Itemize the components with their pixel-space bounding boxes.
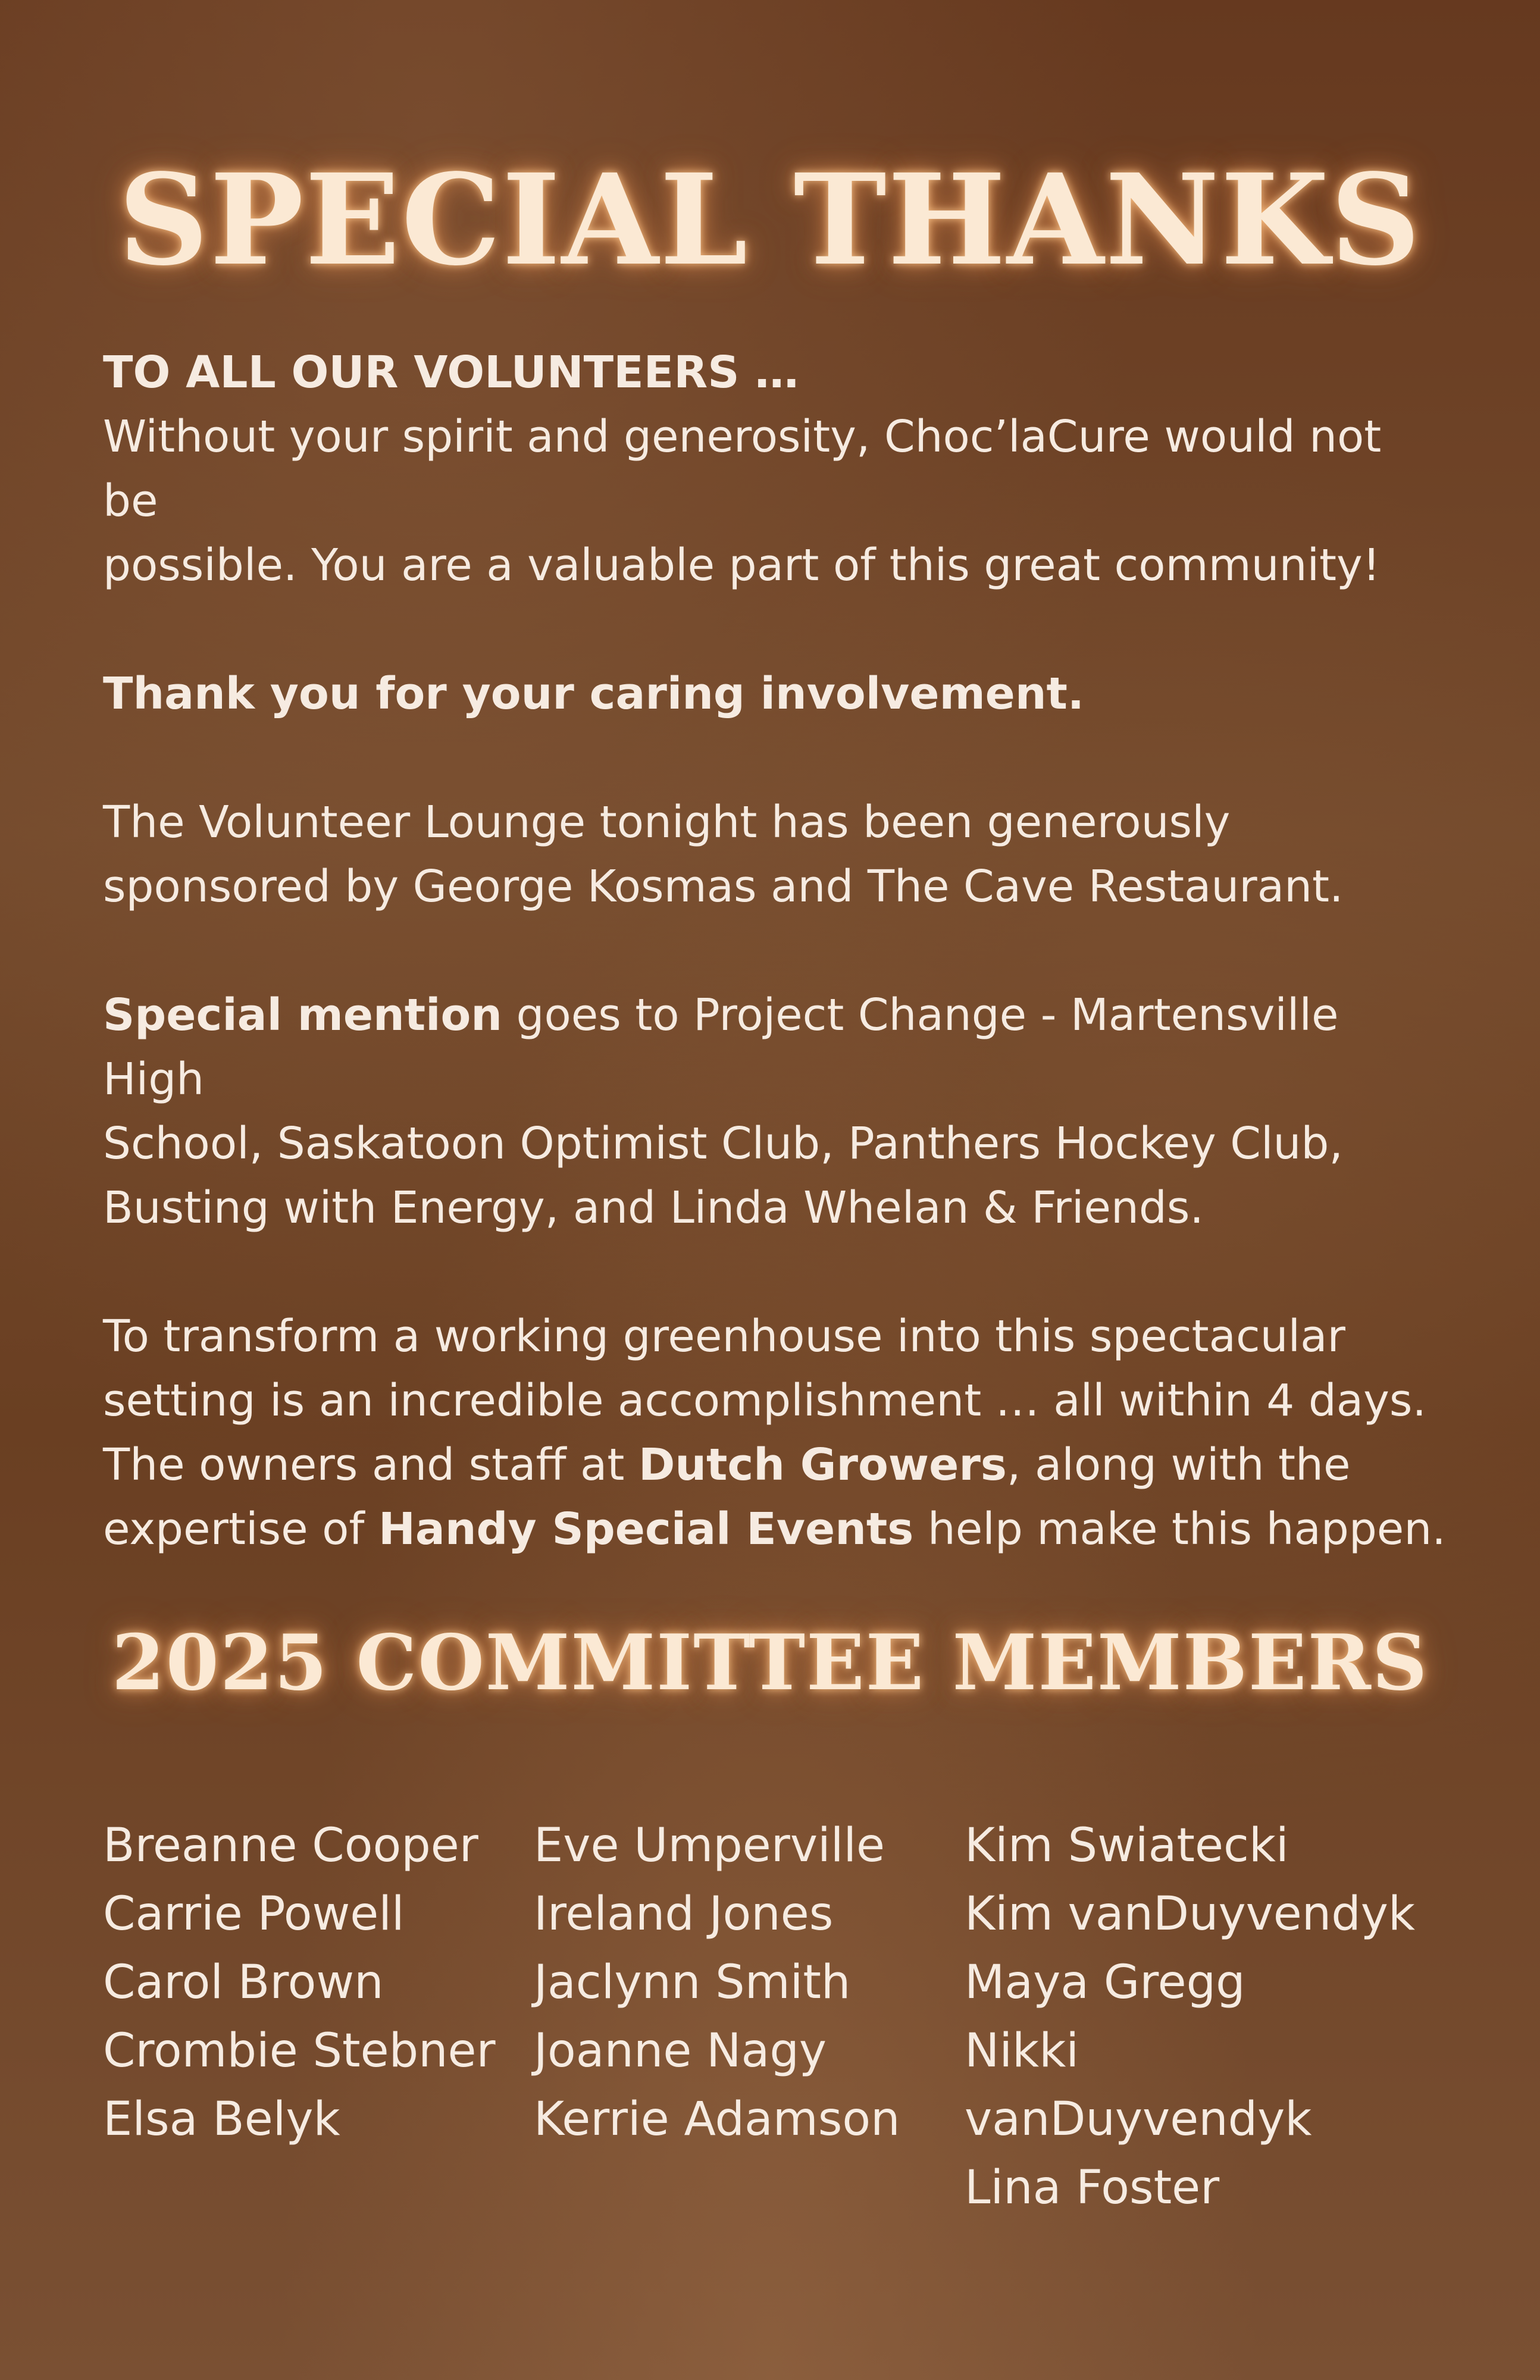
mention-text-line (103, 983, 1448, 1111)
member-name: Ireland Jones (534, 1887, 834, 1941)
spacer (103, 726, 1448, 790)
member-name: Eve Umperville (534, 1819, 885, 1872)
mention-text-line: School, Saskatoon Optimist Club, Panthers Hockey Club, (103, 1118, 1343, 1169)
member-name: Jaclynn Smith (534, 1956, 851, 2009)
volunteers-text-line: Without your spirit and generosity, Choc’laCure would not be (103, 411, 1382, 527)
transform-text-line: To transform a working greenhouse into this spectacular (103, 1311, 1345, 1362)
spacer (103, 919, 1448, 983)
member-name: Kerrie Adamson (534, 2093, 900, 2146)
transform-text: , along with the (1006, 1439, 1351, 1490)
transform-text: help make this happen. (913, 1504, 1446, 1555)
transform-text-line (103, 1497, 1448, 1561)
transform-text: expertise of (103, 1504, 378, 1555)
handy-special-events-label: Handy Special Events (378, 1504, 914, 1555)
mention-text-line: Busting with Energy, and Linda Whelan & Friends. (103, 1182, 1204, 1233)
member-name: Lina Foster (965, 2161, 1220, 2215)
spacer (103, 597, 1448, 662)
lounge-text-line: sponsored by George Kosmas and The Cave Restaurant. (103, 861, 1344, 912)
member-name: Nikki vanDuyvendyk (965, 2024, 1312, 2146)
special-thanks-body (103, 340, 1448, 1561)
special-thanks-title: SPECIAL THANKS (118, 146, 1422, 293)
member-name: Elsa Belyk (103, 2093, 340, 2146)
member-name: Breanne Cooper (103, 1819, 478, 1872)
transform-text-line: setting is an incredible accomplishment … all within 4 days. (103, 1375, 1427, 1426)
volunteers-heading: TO ALL OUR VOLUNTEERS … (103, 347, 799, 398)
lounge-text-line: The Volunteer Lounge tonight has been generously (103, 797, 1231, 848)
mention-text: goes to Project Change - Martensville High (103, 989, 1339, 1105)
thank-you-line: Thank you for your caring involvement. (103, 668, 1085, 719)
dutch-growers-label: Dutch Growers (638, 1439, 1007, 1490)
committee-members-list (103, 1812, 1441, 2222)
member-name: Maya Gregg (965, 1956, 1245, 2009)
member-column (965, 1812, 1441, 2222)
transform-text: The owners and staff at (103, 1439, 638, 1490)
committee-title: 2025 COMMITTEE MEMBERS (111, 1618, 1429, 1708)
member-name: Kim vanDuyvendyk (965, 1887, 1416, 1941)
spacer (103, 1240, 1448, 1304)
member-name: Carol Brown (103, 1956, 384, 2009)
member-name: Crombie Stebner (103, 2024, 496, 2078)
member-name: Carrie Powell (103, 1887, 405, 1941)
special-mention-label: Special mention (103, 989, 502, 1041)
volunteers-text-line: possible. You are a valuable part of this great community! (103, 540, 1381, 591)
member-column (534, 1812, 965, 2222)
member-column (103, 1812, 534, 2222)
transform-text-line (103, 1433, 1448, 1497)
member-name: Kim Swiatecki (965, 1819, 1289, 1872)
member-name: Joanne Nagy (534, 2024, 827, 2078)
